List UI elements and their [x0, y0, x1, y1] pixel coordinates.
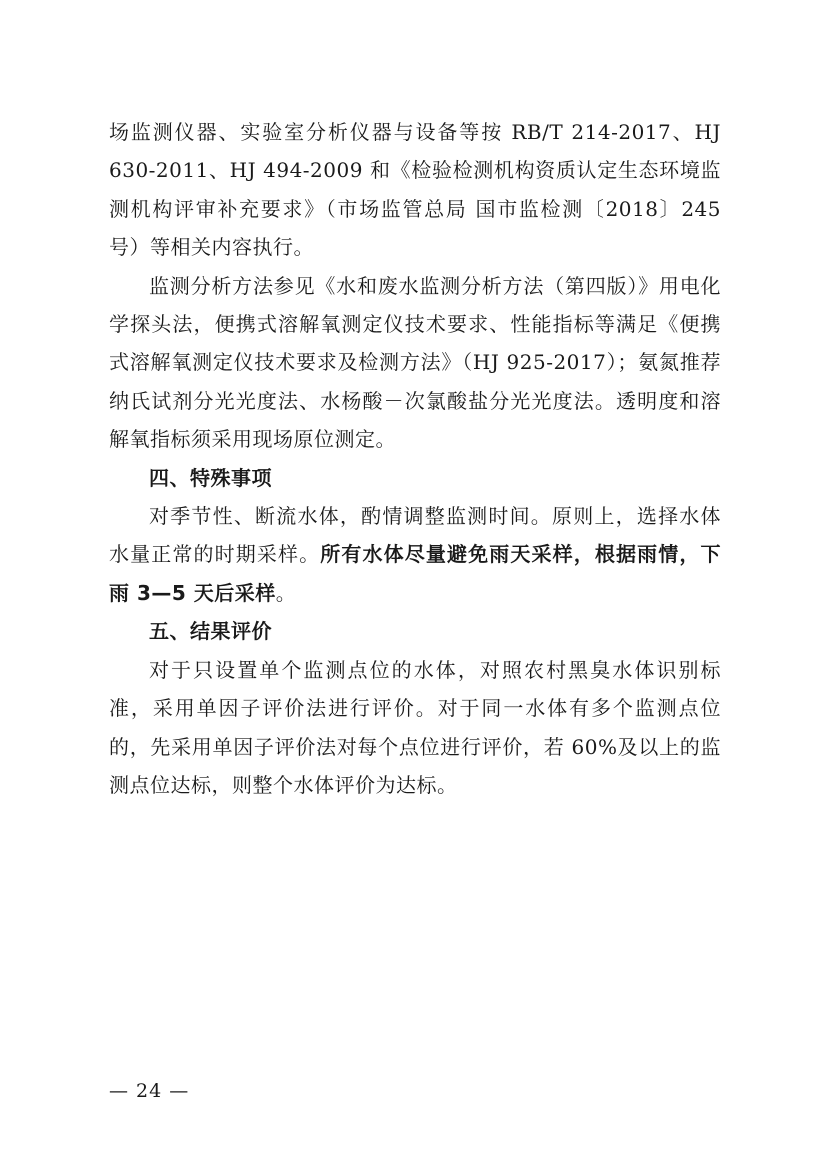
special-matters-emphasis: 所有水体尽量避免雨天采样，根据雨情，下雨 3—5 天后采样	[109, 542, 721, 605]
paragraph-result-evaluation: 对于只设置单个监测点位的水体，对照农村黑臭水体识别标准，采用单因子评价法进行评价。对于同一水体有多个监测点位的，先采用单因子评价法对每个点位进行评价，若 60%及以上的监测点位达标，则整个水体评价为达标。	[109, 657, 721, 797]
paragraph-analysis-methods: 监测分析方法参见《水和废水监测分析方法（第四版）》用电化学探头法，便携式溶解氧测定仪技术要求、性能指标等满足《便携式溶解氧测定仪技术要求及检测方法》（HJ 925-2017）；氨氮推荐纳氏试剂分光光度法、水杨酸－次氯酸盐分光光度法。透明度和溶解氧指标须采用现场原位测定。	[109, 273, 721, 452]
special-matters-end: 。	[275, 580, 297, 605]
document-body	[109, 113, 721, 804]
section-heading-result-evaluation: 五、结果评价	[149, 619, 272, 644]
paragraph-special-matters	[109, 497, 721, 612]
section-heading-special-matters: 四、特殊事项	[149, 465, 272, 490]
special-matters-text: 对季节性、断流水体，酌情调整监测时间。原则上，选择水体水量正常的时期采样。	[109, 504, 721, 567]
page-number: — 24 —	[109, 1080, 190, 1102]
paragraph-instrument-standards: 场监测仪器、实验室分析仪器与设备等按 RB/T 214-2017、HJ 630-2011、HJ 494-2009 和《检验检测机构资质认定生态环境监测机构评审补充要求》（市场监管总局 国市监检测〔2018〕245 号）等相关内容执行。	[109, 120, 721, 260]
